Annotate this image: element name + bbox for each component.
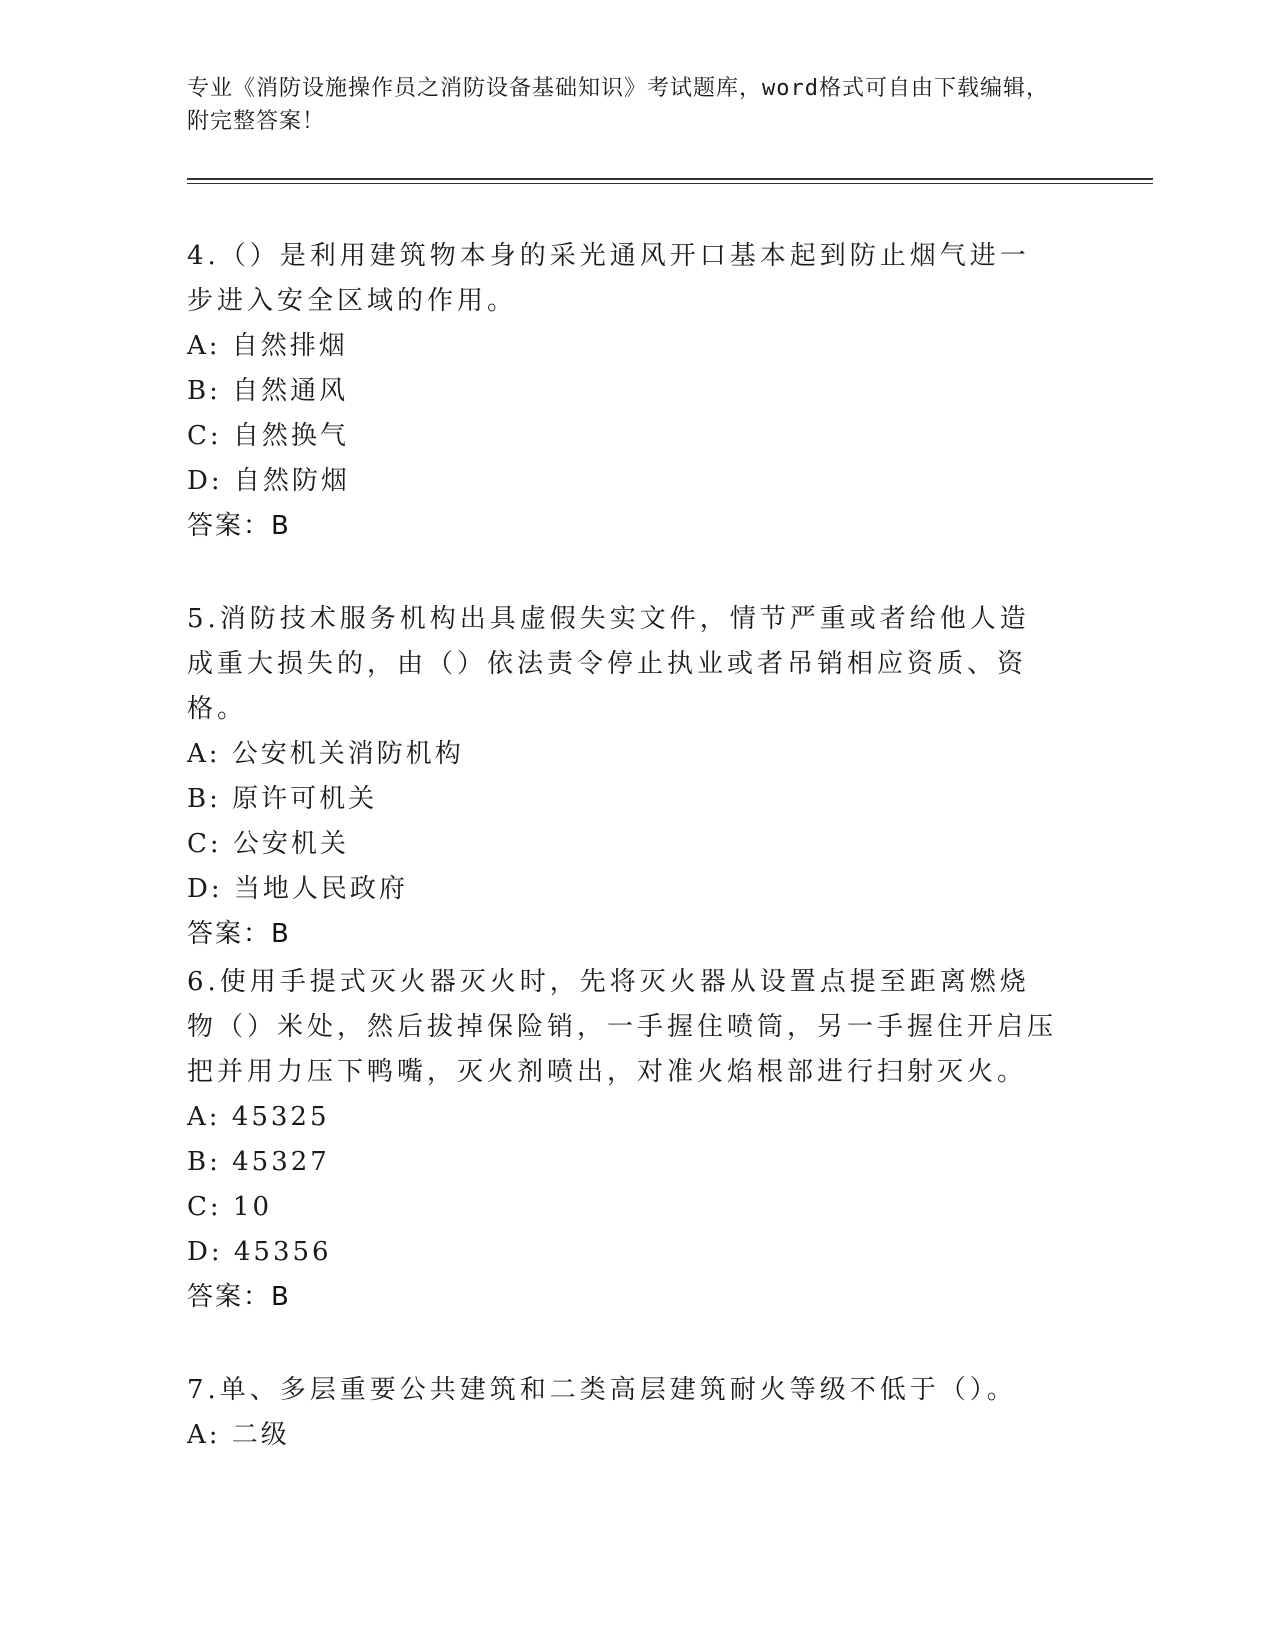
answer-line: 答案：B	[187, 919, 291, 949]
question-stem: 6.使用手提式灭火器灭火时，先将灭火器从设置点提至距离燃烧物（）米处，然后拔掉保险销，一手握住喷筒，另一手握住开启压把并用力压下鸭嘴，灭火剂喷出，对准火焰根部进行扫射灭火。	[187, 967, 1058, 1087]
question-6	[187, 960, 1057, 1320]
question-4	[187, 234, 1057, 549]
option-b: B: 45327	[187, 1147, 330, 1177]
option-c: C: 自然换气	[187, 421, 349, 451]
option-a: A: 自然排烟	[187, 331, 348, 361]
option-c: C: 10	[187, 1192, 273, 1222]
answer-line: 答案：B	[187, 1282, 291, 1312]
header-divider-top	[187, 178, 1153, 180]
option-a: A: 公安机关消防机构	[187, 739, 464, 769]
question-stem: 5.消防技术服务机构出具虚假失实文件，情节严重或者给他人造成重大损失的，由（）依法责令停止执业或者吊销相应资质、资格。	[187, 604, 1030, 724]
option-b: B: 原许可机关	[187, 784, 378, 814]
question-stem: 4.（）是利用建筑物本身的采光通风开口基本起到防止烟气进一步进入安全区域的作用。	[187, 241, 1030, 316]
question-7	[187, 1368, 1057, 1458]
option-a: A: 45325	[187, 1102, 330, 1132]
option-b: B: 自然通风	[187, 376, 349, 406]
question-stem: 7.单、多层重要公共建筑和二类高层建筑耐火等级不低于（）。	[187, 1375, 1017, 1405]
document-header: 专业《消防设施操作员之消防设备基础知识》考试题库，word格式可自由下载编辑，附完整答案！	[187, 76, 1049, 134]
header-divider-bottom	[187, 183, 1153, 184]
option-d: D: 当地人民政府	[187, 874, 408, 904]
option-a: A: 二级	[187, 1420, 290, 1450]
answer-line: 答案：B	[187, 511, 291, 541]
option-c: C: 公安机关	[187, 829, 349, 859]
option-d: D: 自然防烟	[187, 466, 350, 496]
option-d: D: 45356	[187, 1237, 332, 1267]
question-5	[187, 597, 1057, 957]
